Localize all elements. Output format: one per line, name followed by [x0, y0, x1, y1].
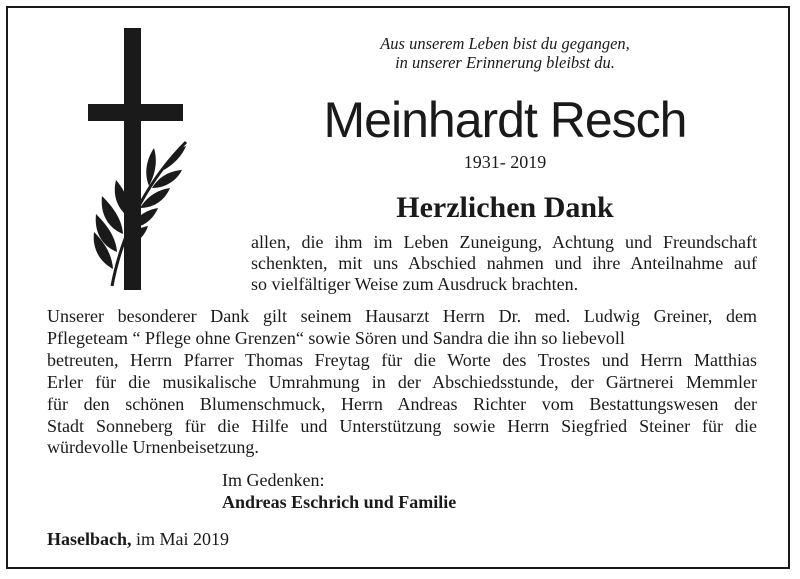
body-line: Stadt Sonneberg für die Hilfe und Unterstützung sowie Herrn Siegfried Steiner für die: [47, 416, 757, 436]
intro-line: allen, die ihm im Leben Zuneigung, Achtung und Freundschaft: [251, 232, 757, 252]
life-years: 1931- 2019: [463, 152, 547, 172]
quote-line-2: in unserer Erinnerung bleibst du.: [395, 53, 615, 72]
cross-with-palm-branch-icon: [82, 24, 192, 294]
place-date-line: [47, 528, 229, 550]
intro-line: schenkten, mit uns Abschied nahmen und ihre Anteilnahme auf: [251, 253, 757, 273]
thanks-heading: Herzlichen Dank: [396, 191, 614, 224]
body-line: für den schönen Blumenschmuck, Herrn Andreas Richter vom Bestattungswesen der: [47, 394, 757, 414]
place-date: im Mai 2019: [136, 529, 230, 549]
quote-line-1: Aus unserem Leben bist du gegangen,: [380, 34, 630, 53]
deceased-name: Meinhardt Resch: [323, 92, 687, 148]
body-line: Erler für die musikalische Umrahmung in der Abschiedsstunde, der Gärtnerei Memmler: [47, 372, 757, 392]
place-town: Haselbach,: [47, 529, 132, 549]
signature-names: Andreas Eschrich und Familie: [222, 492, 457, 512]
intro-line: so vielfältiger Weise zum Ausdruck brachten.: [251, 274, 579, 294]
body-line: Pflegeteam “ Pflege ohne Grenzen“ sowie Sören und Sandra die ihn so liebevoll: [47, 328, 625, 348]
body-line: Unserer besonderer Dank gilt seinem Hausarzt Herrn Dr. med. Ludwig Greiner, dem: [47, 306, 757, 326]
body-line: betreuten, Herrn Pfarrer Thomas Freytag für die Worte des Trostes und Herrn Matthias: [47, 350, 757, 370]
body-line: würdevolle Urnenbeisetzung.: [47, 437, 259, 457]
signature-intro: Im Gedenken:: [222, 470, 325, 490]
